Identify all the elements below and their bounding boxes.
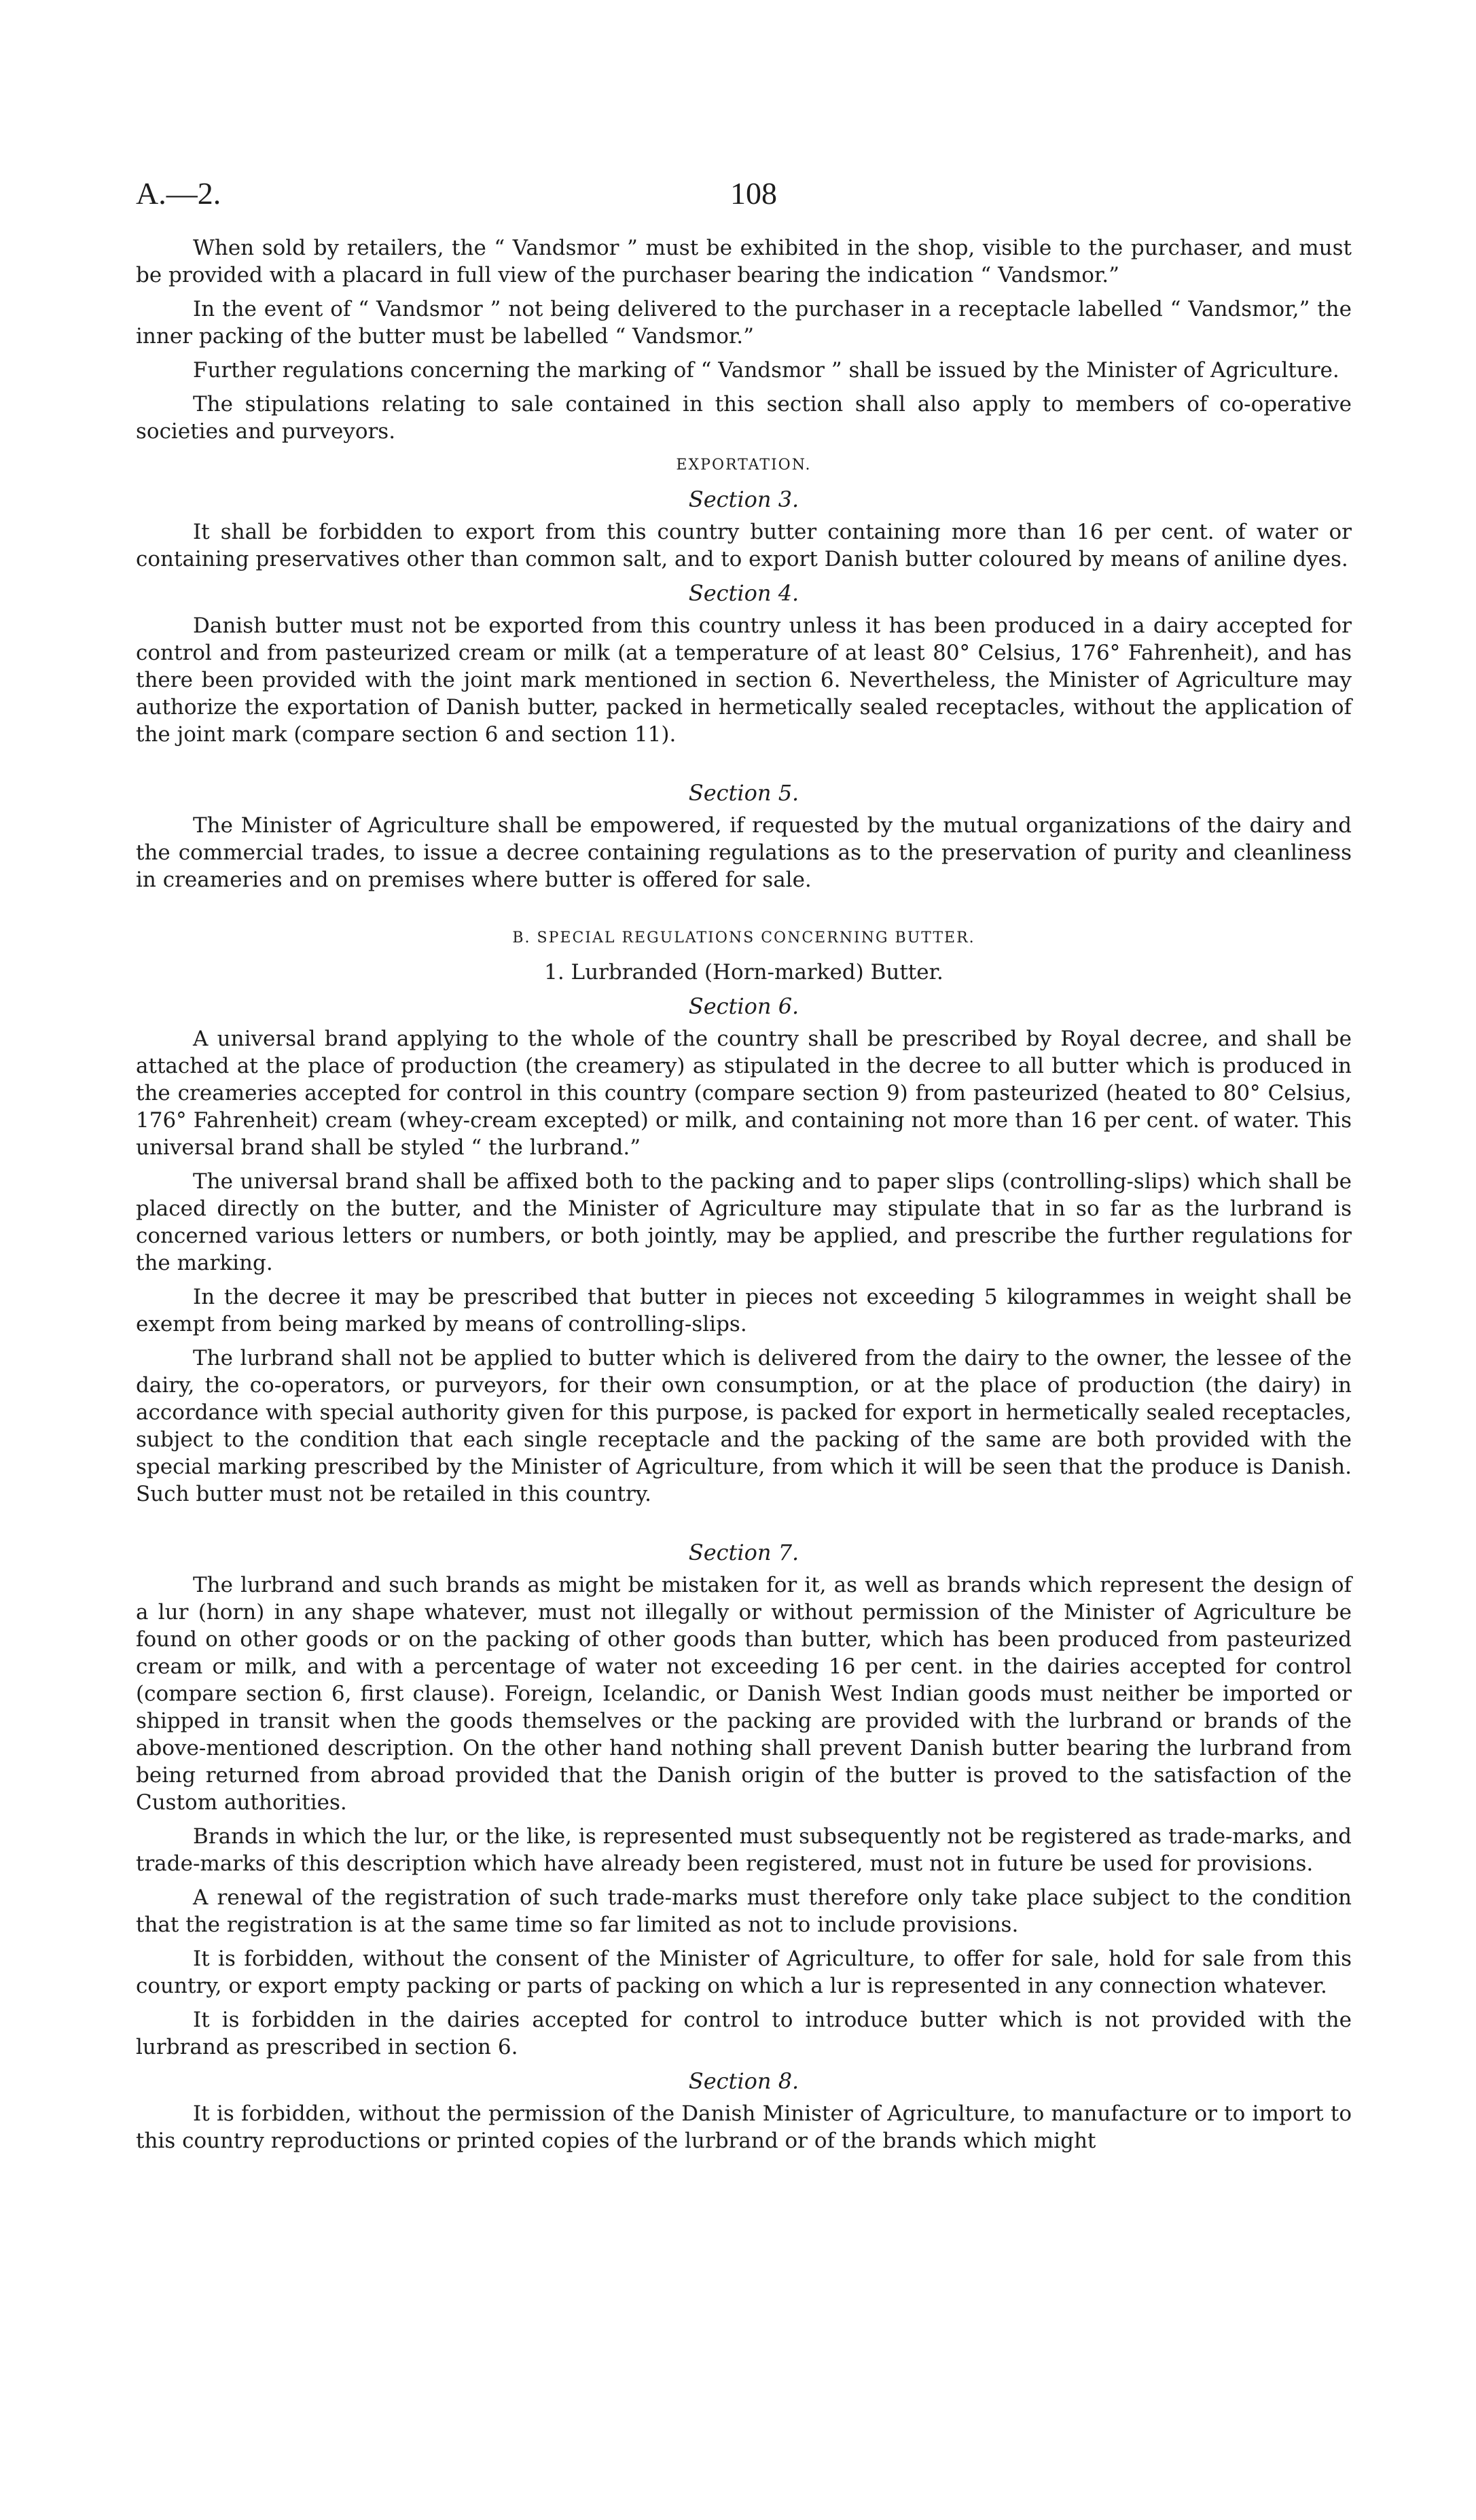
part-b-subheading: 1. Lurbranded (Horn-marked) Butter. [544, 960, 943, 984]
section-4-title: Section 4. [688, 580, 799, 606]
part-b-heading: B. SPECIAL REGULATIONS CONCERNING BUTTER. [512, 929, 975, 946]
section-7-paragraph-3: A renewal of the registration of such trade-marks must therefore only take place subject to the condition that the registration is at the same time so far limited as not to include provisions. [136, 1885, 1352, 1937]
section-7-paragraph-2: Brands in which the lur, or the like, is represented must subsequently not be registered as trade-marks, and trade-marks of this description which have already been registered, must not in future be used for provisions. [136, 1824, 1352, 1876]
series-label: A.—2. [136, 176, 221, 211]
section-8-title: Section 8. [688, 2068, 799, 2094]
section-5-title: Section 5. [688, 780, 799, 806]
section-7-title: Section 7. [688, 1540, 799, 1565]
section-3-paragraph-1: It shall be forbidden to export from this country butter containing more than 16 per cent. of water or containing preservatives other than common salt, and to export Danish butter coloured by means of aniline dyes. [136, 520, 1352, 571]
page-number: 108 [730, 176, 777, 211]
section-6-paragraph-2: The universal brand shall be affixed both to the packing and to paper slips (controlling-slips) which shall be placed directly on the butter, and the Minister of Agriculture may stipulate that in so far as the lurbrand is concerned various letters or numbers, or both jointly, may be applied, and prescribe the further regulations for the marking. [136, 1169, 1352, 1275]
section-6-paragraph-3: In the decree it may be prescribed that butter in pieces not exceeding 5 kilogrammes in weight shall be exempt from being marked by means of controlling-slips. [136, 1285, 1352, 1336]
section-7-paragraph-5: It is forbidden in the dairies accepted for control to introduce butter which is not provided with the lurbrand as prescribed in section 6. [136, 2008, 1352, 2059]
exportation-heading: EXPORTATION. [676, 457, 812, 474]
section-6-paragraph-4: The lurbrand shall not be applied to butter which is delivered from the dairy to the owner, the lessee of the dairy, the co-operators, or purveyors, for their own consumption, or at the place of production (the dairy) in accordance with special authority given for this purpose, is packed for export in hermetically sealed receptacles, subject to the condition that each single receptacle and the packing of the same are both provided with the special marking prescribed by the Minister of Agriculture, from which it will be seen that the produce is Danish. Such butter must not be retailed in this country. [136, 1346, 1352, 1506]
intro-paragraph-3: Further regulations concerning the marking of “ Vandsmor ” shall be issued by the Minister of Agriculture. [193, 358, 1339, 383]
section-5-paragraph-1: The Minister of Agriculture shall be empowered, if requested by the mutual organizations of the dairy and the commercial trades, to issue a decree containing regulations as to the preservation of purity and cleanliness in creameries and on premises where butter is offered for sale. [136, 813, 1352, 892]
page-body [136, 234, 1352, 2161]
intro-paragraph-1: When sold by retailers, the “ Vandsmor ” must be exhibited in the shop, visible to the purchaser, and must be provided with a placard in full view of the purchaser bearing the indication “ Vandsmor.” [136, 236, 1352, 287]
section-8-paragraph-1: It is forbidden, without the permission of the Danish Minister of Agriculture, to manufacture or to import to this country reproductions or printed copies of the lurbrand or of the brands which might [136, 2101, 1352, 2153]
section-4-paragraph-1: Danish butter must not be exported from this country unless it has been produced in a dairy accepted for control and from pasteurized cream or milk (at a temperature of at least 80° Celsius, 176° Fahrenheit), and has there been provided with the joint mark mentioned in section 6. Nevertheless, the Minister of Agriculture may authorize the exportation of Danish butter, packed in hermetically sealed receptacles, without the application of the joint mark (compare section 6 and section 11). [136, 614, 1352, 747]
section-7-paragraph-1: The lurbrand and such brands as might be mistaken for it, as well as brands which represent the design of a lur (horn) in any shape whatever, must not illegally or without permission of the Minister of Agriculture be found on other goods or on the packing of other goods than butter, which has been produced from pasteurized cream or milk, and with a percentage of water not exceeding 16 per cent. in the dairies accepted for control (compare section 6, first clause). Foreign, Icelandic, or Danish West Indian goods must neither be imported or shipped in transit when the goods themselves or the packing are provided with the lurbrand or brands of the above-mentioned description. On the other hand nothing shall prevent Danish butter bearing the lurbrand from being returned from abroad provided that the Danish origin of the butter is proved to the satisfaction of the Custom authorities. [136, 1573, 1352, 1815]
intro-paragraph-4: The stipulations relating to sale contained in this section shall also apply to members of co-operative societies and purveyors. [136, 392, 1352, 444]
section-7-paragraph-4: It is forbidden, without the consent of the Minister of Agriculture, to offer for sale, hold for sale from this country, or export empty packing or parts of packing on which a lur is represented in any connection whatever. [136, 1947, 1352, 1998]
intro-paragraph-2: In the event of “ Vandsmor ” not being delivered to the purchaser in a receptacle labelled “ Vandsmor,” the inner packing of the butter must be labelled “ Vandsmor.” [136, 297, 1352, 349]
section-6-title: Section 6. [688, 993, 799, 1019]
section-3-title: Section 3. [688, 486, 799, 512]
section-6-paragraph-1: A universal brand applying to the whole of the country shall be prescribed by Royal decree, and shall be attached at the place of production (the creamery) as stipulated in the decree to all butter which is produced in the creameries accepted for control in this country (compare section 9) from pasteurized (heated to 80° Celsius, 176° Fahrenheit) cream (whey-cream excepted) or milk, and containing not more than 16 per cent. of water. This universal brand shall be styled “ the lurbrand.” [136, 1027, 1352, 1160]
